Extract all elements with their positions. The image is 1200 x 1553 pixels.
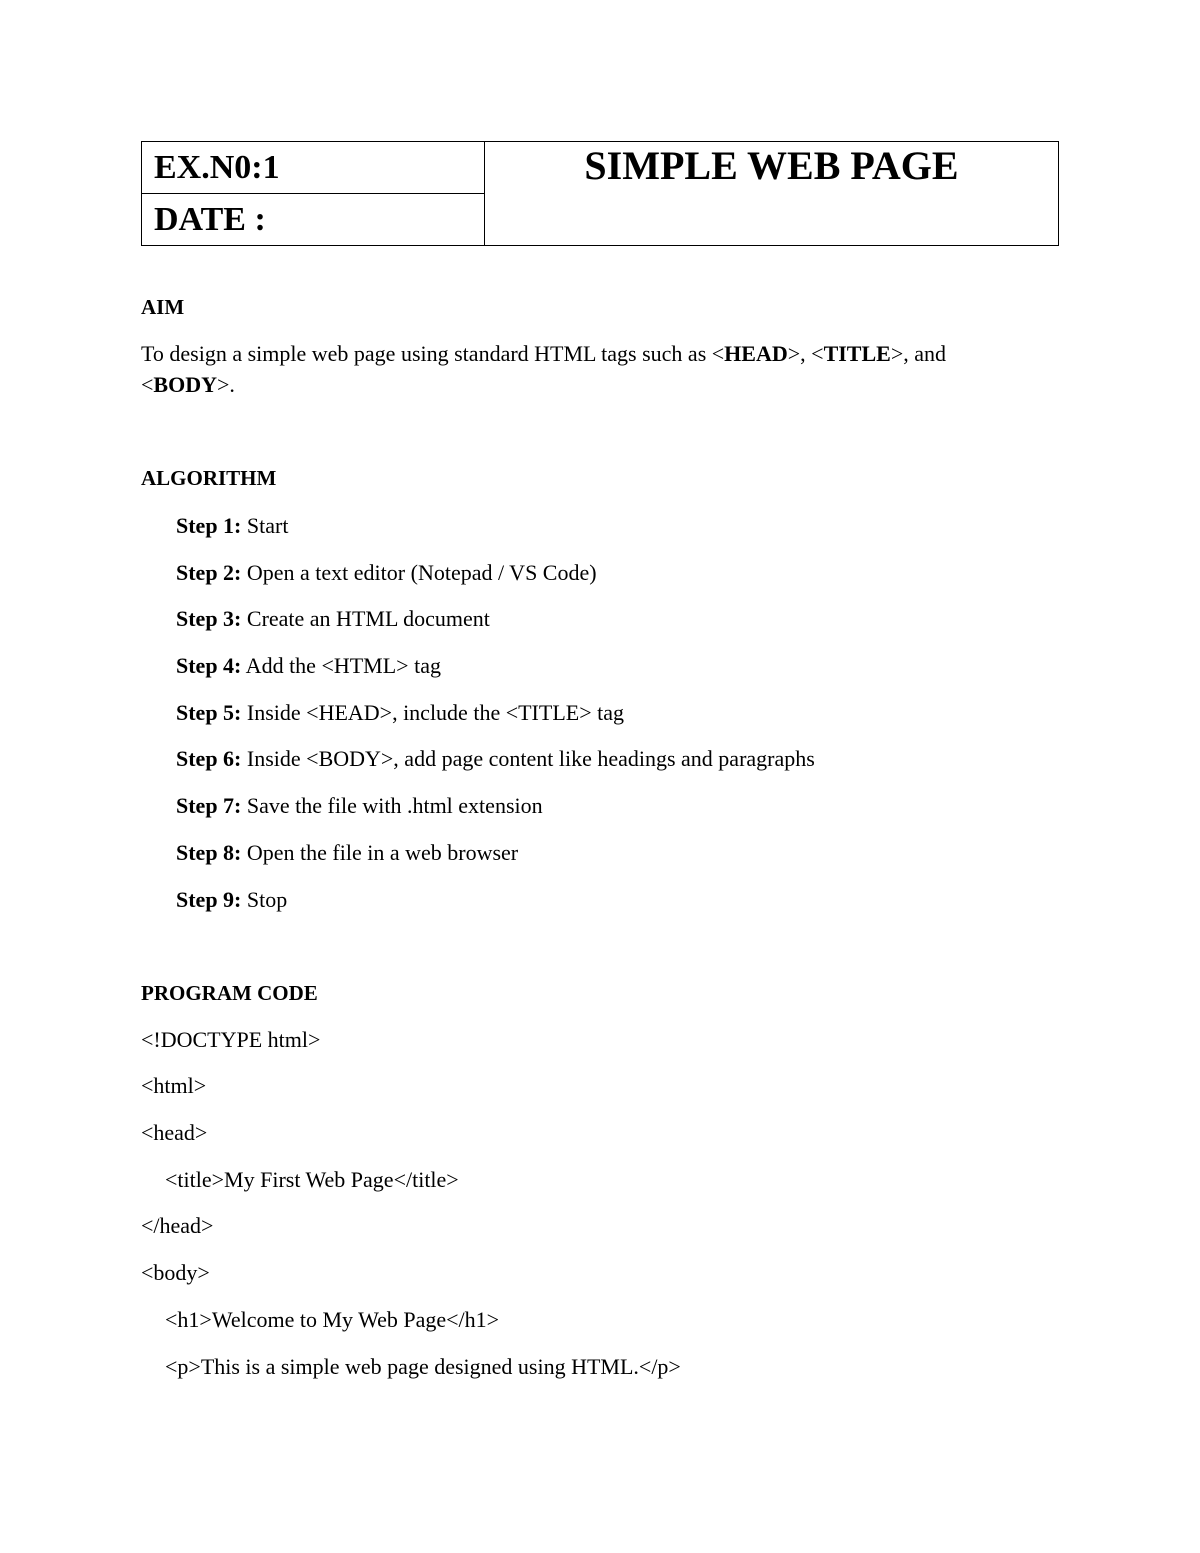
date-field: DATE : — [142, 194, 485, 246]
algorithm-step: Step 4: Add the <HTML> tag — [176, 653, 441, 678]
exercise-number: EX.N0:1 — [142, 142, 485, 194]
header-table — [141, 141, 1059, 246]
code-line: <p>This is a simple web page designed using HTML.</p> — [165, 1354, 681, 1379]
algorithm-step: Step 5: Inside <HEAD>, include the <TITLE> tag — [176, 700, 624, 725]
aim-heading: AIM — [141, 295, 185, 319]
tag-title: TITLE — [823, 341, 891, 366]
code-line: <html> — [141, 1073, 207, 1098]
algorithm-step: Step 2: Open a text editor (Notepad / VS Code) — [176, 560, 597, 585]
algorithm-step: Step 6: Inside <BODY>, add page content like headings and paragraphs — [176, 746, 815, 771]
code-line: <h1>Welcome to My Web Page</h1> — [165, 1307, 500, 1332]
tag-head: HEAD — [724, 341, 788, 366]
aim-line-1: To design a simple web page using standard HTML tags such as <HEAD>, <TITLE>, and — [141, 341, 946, 366]
algorithm-step: Step 9: Stop — [176, 887, 288, 912]
program-code-heading: PROGRAM CODE — [141, 981, 318, 1005]
algorithm-step: Step 1: Start — [176, 513, 289, 538]
code-line: <title>My First Web Page</title> — [165, 1167, 459, 1192]
algorithm-heading: ALGORITHM — [141, 466, 277, 490]
tag-body: BODY — [153, 372, 217, 397]
code-line: </head> — [141, 1213, 214, 1238]
algorithm-step: Step 8: Open the file in a web browser — [176, 840, 519, 865]
code-line: <body> — [141, 1260, 210, 1285]
code-line: <!DOCTYPE html> — [141, 1027, 321, 1052]
algorithm-step: Step 7: Save the file with .html extension — [176, 793, 543, 818]
algorithm-step: Step 3: Create an HTML document — [176, 606, 490, 631]
page-title: SIMPLE WEB PAGE — [485, 142, 1059, 246]
aim-line-2: <BODY>. — [141, 372, 235, 397]
code-line: <head> — [141, 1120, 208, 1145]
